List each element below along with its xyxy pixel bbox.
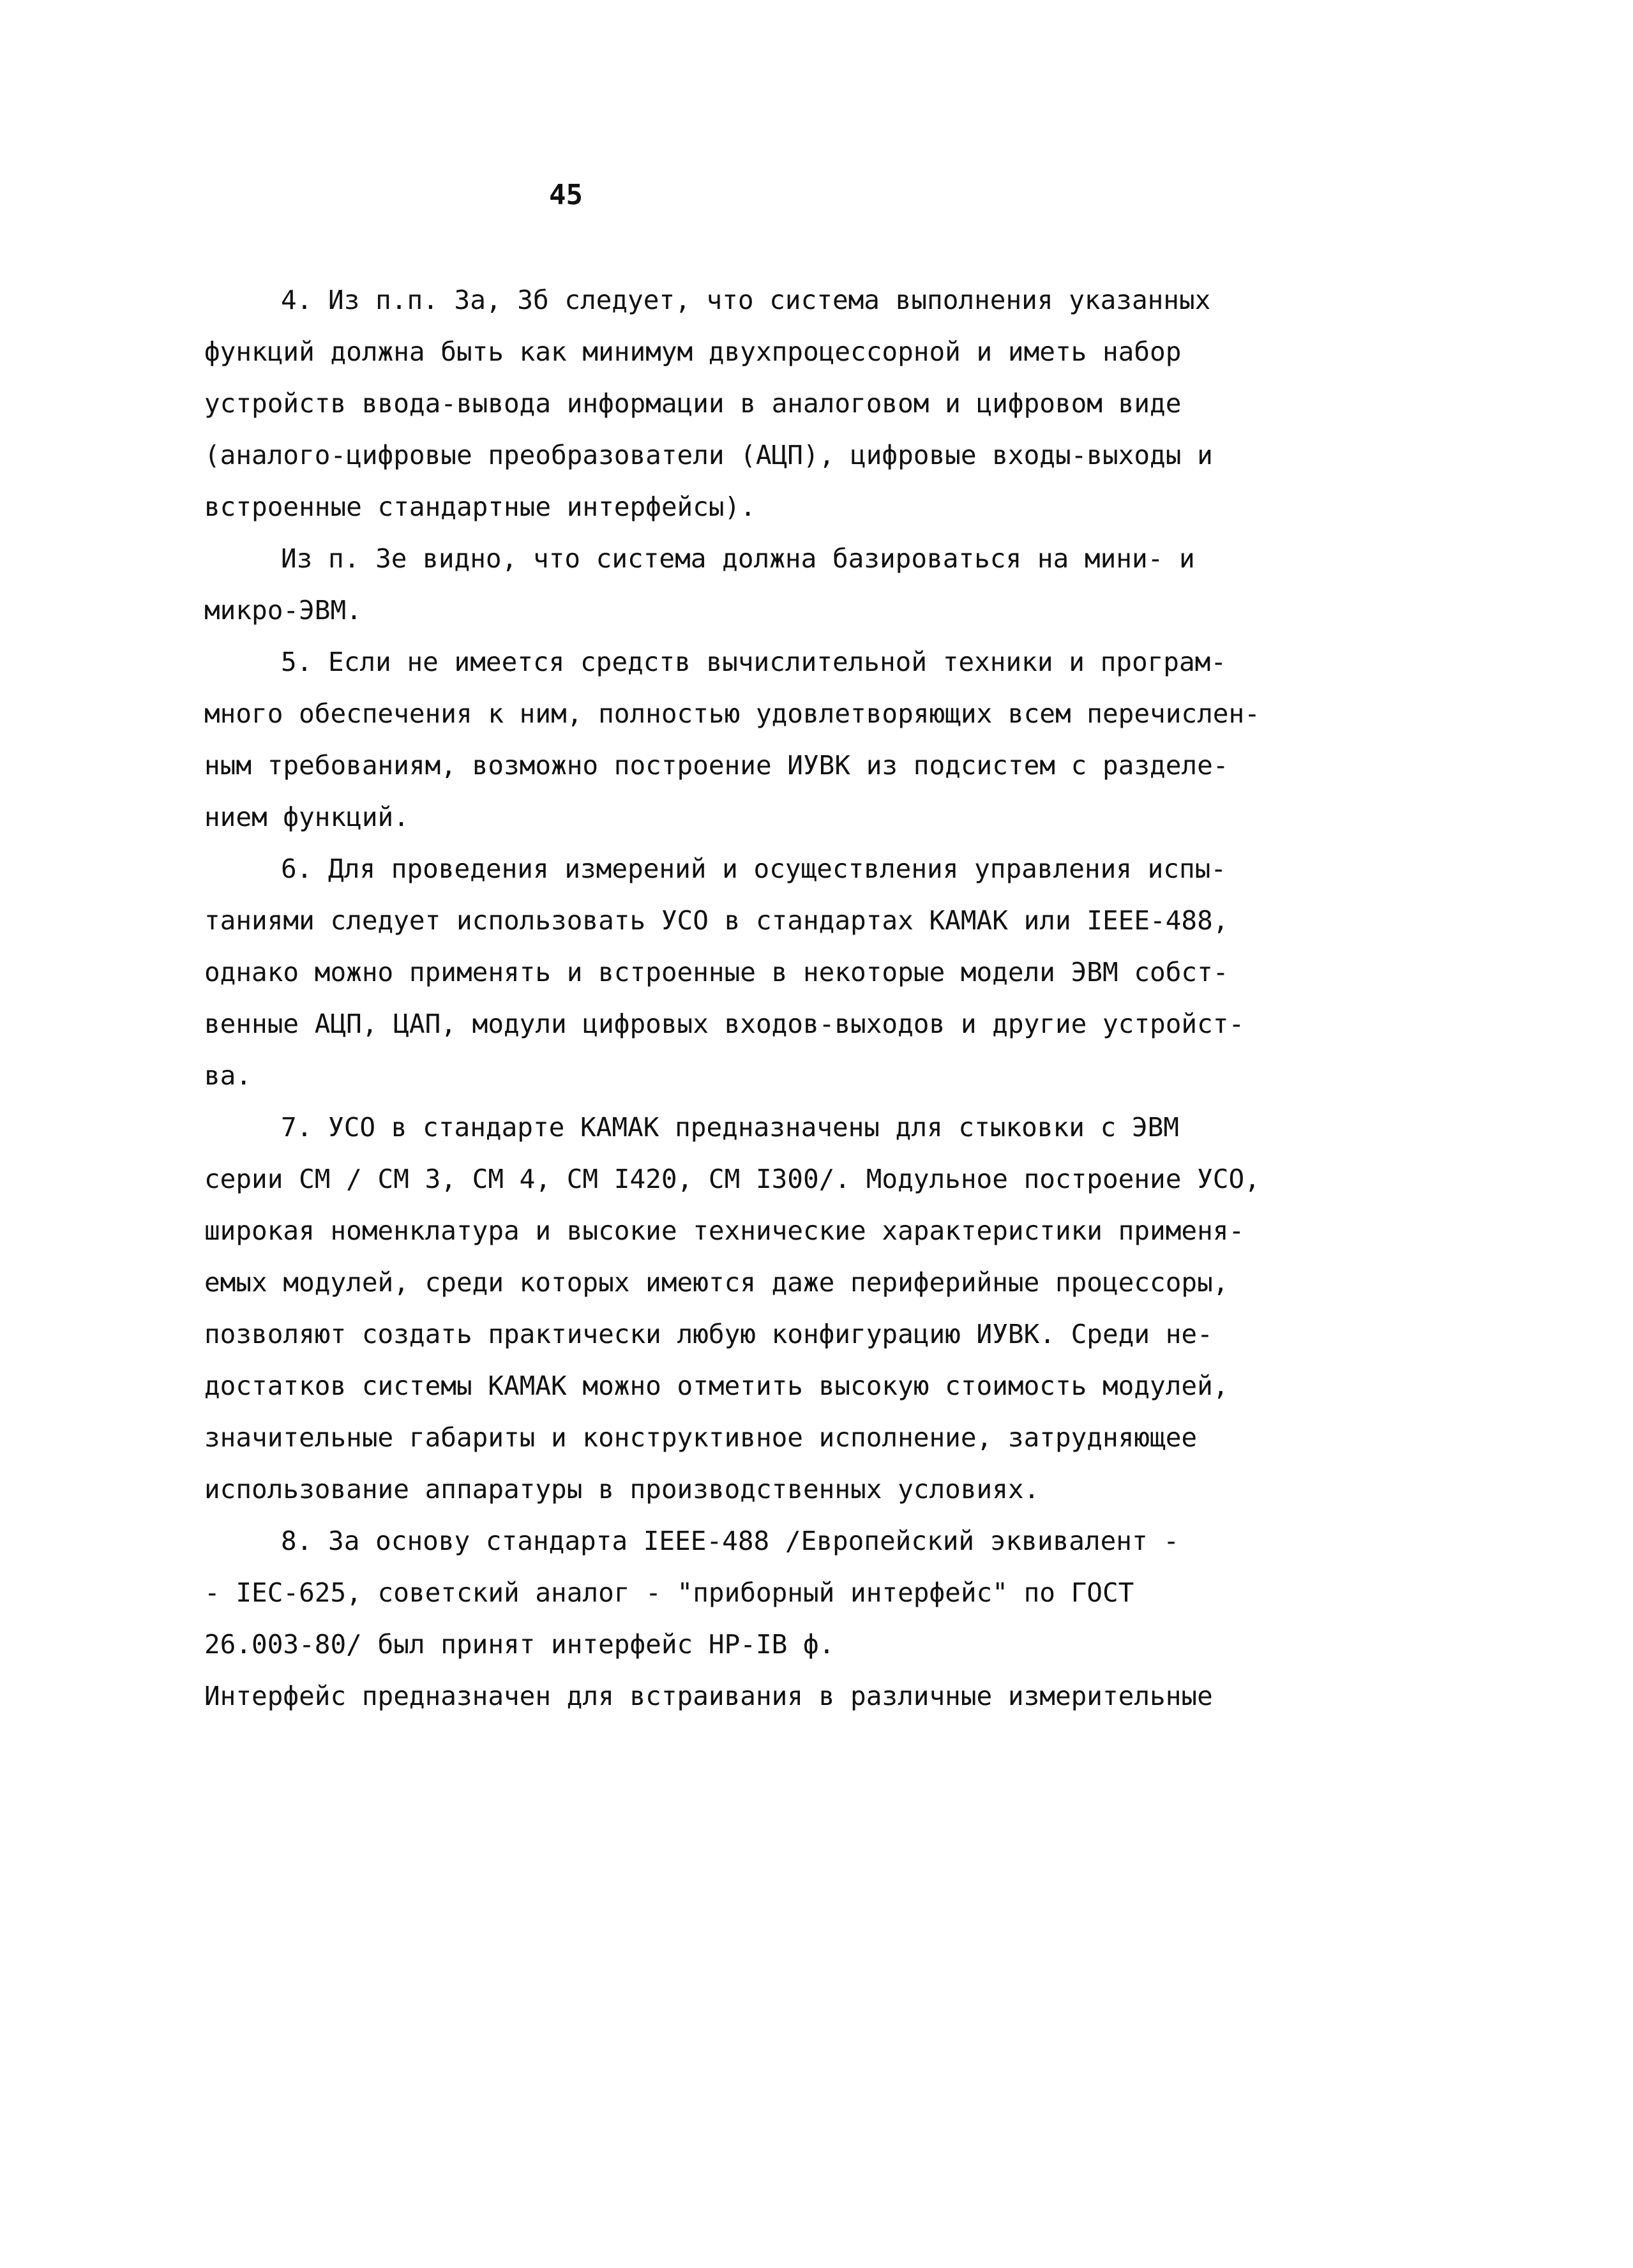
text-line: широкая номенклатура и высокие технические характеристики применя-	[204, 1215, 1245, 1246]
text-line: встроенные стандартные интерфейсы).	[204, 492, 756, 522]
text-line: много обеспечения к ним, полностью удовлетворяющих всем перечислен-	[204, 698, 1260, 729]
text-line: 8. За основу стандарта IEEE-488 /Европейский эквивалент -	[281, 1526, 1179, 1556]
text-line: нием функций.	[204, 802, 409, 832]
text-line: 5. Если не имеется средств вычислительной техники и програм-	[281, 647, 1227, 677]
text-line: использование аппаратуры в производственных условиях.	[204, 1474, 1040, 1505]
text-line: таниями следует использовать УСО в стандартах КАМАК или IEEE-488,	[204, 905, 1229, 936]
text-line: Из п. Зе видно, что система должна базироваться на мини- и	[281, 543, 1195, 574]
text-line: 4. Из п.п. За, 3б следует, что система выполнения указанных	[281, 285, 1211, 315]
text-line: емых модулей, среди которых имеются даже периферийные процессоры,	[204, 1267, 1229, 1298]
text-line: 6. Для проведения измерений и осуществления управления испы-	[281, 853, 1227, 884]
text-line: ным требованиям, возможно построение ИУВК из подсистем с разделе-	[204, 750, 1229, 781]
text-line: ва.	[204, 1060, 252, 1091]
text-line: Интерфейс предназначен для встраивания в различные измерительные	[204, 1681, 1213, 1711]
text-line: значительные габариты и конструктивное исполнение, затрудняющее	[204, 1422, 1198, 1453]
page-number: 45	[549, 179, 583, 211]
text-line: позволяют создать практически любую конфигурацию ИУВК. Среди не-	[204, 1319, 1213, 1349]
text-line: функций должна быть как минимум двухпроцессорной и иметь набор	[204, 336, 1182, 367]
text-line: достатков системы КАМАК можно отметить высокую стоимость модулей,	[204, 1371, 1229, 1401]
text-line: 26.003-80/ был принят интерфейс HP-IB ф.	[204, 1629, 835, 1660]
text-line: серии СМ / СМ 3, СМ 4, СМ I420, СМ I300/. Модульное построение УСО,	[204, 1164, 1260, 1194]
text-line: венные АЦП, ЦАП, модули цифровых входов-выходов и другие устройст-	[204, 1009, 1245, 1039]
text-line: 7. УСО в стандарте КАМАК предназначены для стыковки с ЭВМ	[281, 1112, 1179, 1143]
text-line: (аналого-цифровые преобразователи (АЦП), цифровые входы-выходы и	[204, 440, 1213, 470]
text-line: устройств ввода-вывода информации в аналоговом и цифровом виде	[204, 388, 1182, 419]
body-text	[204, 274, 1290, 1722]
text-line: - IEC-625, советский аналог - "приборный интерфейс" по ГОСТ	[204, 1577, 1134, 1608]
text-line: однако можно применять и встроенные в некоторые модели ЭВМ собст-	[204, 957, 1229, 988]
text-line: микро-ЭВМ.	[204, 595, 362, 626]
